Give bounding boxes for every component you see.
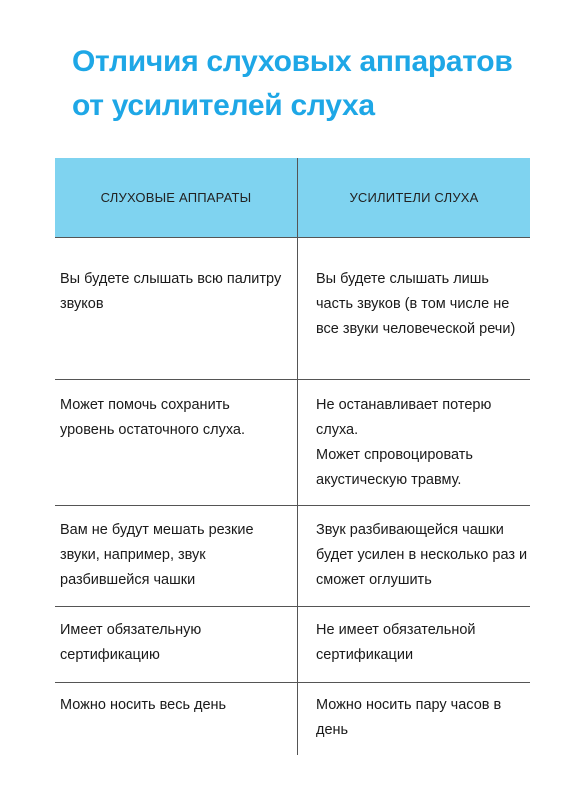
page-title (72, 40, 552, 128)
page-title-line-1: Отличия слуховых аппаратов (72, 45, 513, 78)
column-divider (297, 158, 298, 755)
comparison-table (55, 158, 530, 755)
row-divider (55, 237, 530, 238)
header-hearing-aids: СЛУХОВЫЕ АППАРАТЫ (100, 190, 252, 205)
row-5-hearing-aid-cell: Можно носить весь день (60, 697, 227, 713)
row-3-hearing-aid-cell: Вам не будут мешать резкие звуки, например, звук разбившейся чашки (60, 522, 254, 588)
row-1-hearing-aid-cell: Вы будете слышать всю палитру звуков (60, 271, 282, 312)
row-2-amplifier-cell: Не останавливает потерю слуха. Может спровоцировать акустическую травму. (316, 397, 492, 488)
page-title-line-2: от усилителей слуха (72, 89, 375, 122)
row-3-amplifier-cell: Звук разбивающейся чашки будет усилен в несколько раз и сможет оглушить (316, 522, 528, 588)
row-1-amplifier-cell: Вы будете слышать лишь часть звуков (в том числе не все звуки человеческой речи) (316, 271, 516, 337)
row-divider (55, 682, 530, 683)
row-5-amplifier-cell: Можно носить пару часов в день (316, 697, 502, 738)
row-4-amplifier-cell: Не имеет обязательной сертификации (316, 622, 476, 663)
row-divider (55, 606, 530, 607)
row-divider (55, 379, 530, 380)
row-4-hearing-aid-cell: Имеет обязательную сертификацию (60, 622, 202, 663)
header-hearing-amplifiers: УСИЛИТЕЛИ СЛУХА (349, 190, 479, 205)
row-divider (55, 505, 530, 506)
row-2-hearing-aid-cell: Может помочь сохранить уровень остаточного слуха. (60, 397, 246, 438)
